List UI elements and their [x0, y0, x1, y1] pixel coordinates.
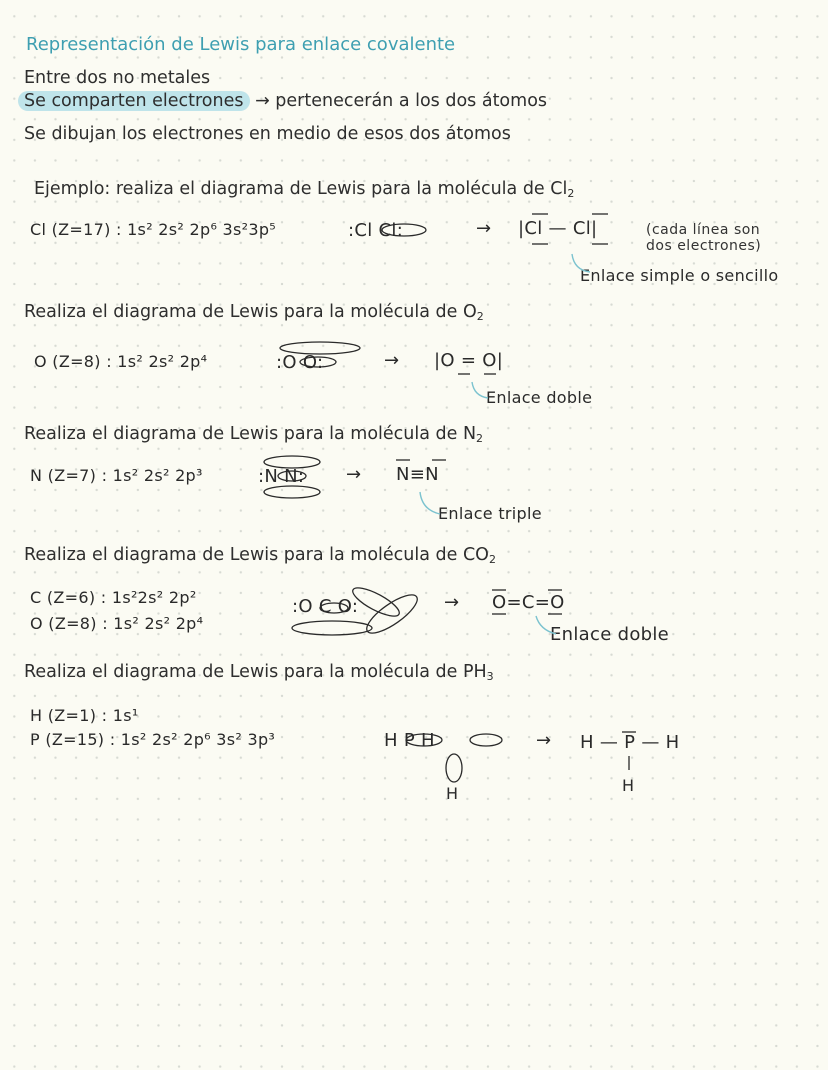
o2-shared-pair-ellipse-mid	[300, 357, 336, 367]
cl2-structure: |Cl — Cl|	[518, 218, 598, 239]
cl2-lewis-dots: :Cl Cl:	[348, 220, 404, 241]
arrow-icon: →	[346, 464, 362, 485]
c-electron-config: C (Z=6) : 1s²2s² 2p²	[30, 588, 197, 607]
arrow-icon: →	[536, 730, 552, 751]
co2-ellipse-3	[349, 583, 402, 622]
o2-shared-pair-ellipse-top	[280, 342, 360, 354]
cl2-bond-arc	[572, 254, 590, 272]
o2-lewis-dots: :O O:	[276, 352, 324, 373]
n2-structure: N≡N	[396, 464, 439, 485]
ph3-structure: H — P — H	[580, 732, 680, 753]
co2-ellipse-2	[320, 603, 348, 613]
co2-ellipse-4	[362, 589, 423, 640]
n2-bond-type: Enlace triple	[438, 504, 542, 523]
h-electron-config: H (Z=1) : 1s¹	[30, 706, 139, 725]
co2-structure: O=C=O	[492, 592, 565, 613]
co2-lewis-dots: :O C O:	[292, 596, 359, 617]
o2-structure: |O = O|	[434, 350, 504, 371]
cl2-bond-type: Enlace simple o sencillo	[580, 266, 779, 285]
example-cl2-heading: Ejemplo: realiza el diagrama de Lewis para la molécula de $Cl_2$	[34, 179, 575, 200]
o2-bond-arc	[472, 382, 488, 398]
example-o2-heading: Realiza el diagrama de Lewis para la molécula de $O_2$	[24, 302, 484, 323]
p-electron-config: P (Z=15) : 1s² 2s² 2p⁶ 3s² 3p³	[30, 730, 276, 749]
highlight-shared-electrons: Se comparten electrones	[18, 91, 250, 111]
ph3-structure-bottom-h: H	[622, 776, 635, 795]
ph3-ellipse-left	[406, 734, 442, 746]
ph3-ellipse-bottom	[446, 754, 462, 782]
arrow-icon: →	[476, 218, 492, 239]
o-electron-config-co2: O (Z=8) : 1s² 2s² 2p⁴	[30, 614, 204, 633]
co2-ellipse-1	[292, 621, 372, 635]
n2-shared-pair-ellipse-bot	[264, 486, 320, 498]
cl-electron-config: Cl (Z=17) : 1s² 2s² 2p⁶ 3s²3p⁵	[30, 220, 277, 239]
o2-bond-type: Enlace doble	[486, 388, 593, 407]
co2-bond-type: Enlace doble	[550, 624, 670, 645]
cl2-note: (cada línea son dos electrones)	[646, 222, 762, 254]
example-ph3-heading: Realiza el diagrama de Lewis para la molécula de $PH_3$	[24, 662, 494, 683]
intro-line-3: Se dibujan los electrones en medio de esos dos átomos	[24, 124, 511, 144]
n2-shared-pair-ellipse-top	[264, 456, 320, 468]
ph3-lewis-bottom-h: H	[446, 784, 459, 803]
n2-lewis-dots: :N N:	[258, 466, 305, 487]
example-n2-heading: Realiza el diagrama de Lewis para la molécula de $N_2$	[24, 424, 484, 445]
arrow-icon: →	[384, 350, 400, 371]
n2-shared-pair-ellipse-mid	[278, 471, 306, 481]
ph3-lewis-dots: H P H	[384, 730, 435, 751]
arrow-icon: →	[444, 592, 460, 613]
example-co2-heading: Realiza el diagrama de Lewis para la molécula de $CO_2$	[24, 545, 496, 566]
intro-arrow-text: → pertenecerán a los dos átomos	[255, 91, 548, 111]
ph3-ellipse-right	[470, 734, 502, 746]
page-title: Representación de Lewis para enlace covalente	[26, 34, 456, 55]
n-electron-config: N (Z=7) : 1s² 2s² 2p³	[30, 466, 203, 485]
co2-bond-arc	[536, 616, 556, 634]
o-electron-config: O (Z=8) : 1s² 2s² 2p⁴	[34, 352, 208, 371]
cl2-shared-pair-ellipse	[382, 224, 426, 236]
intro-line-1: Entre dos no metales	[24, 68, 211, 88]
n2-bond-arc	[420, 492, 440, 514]
